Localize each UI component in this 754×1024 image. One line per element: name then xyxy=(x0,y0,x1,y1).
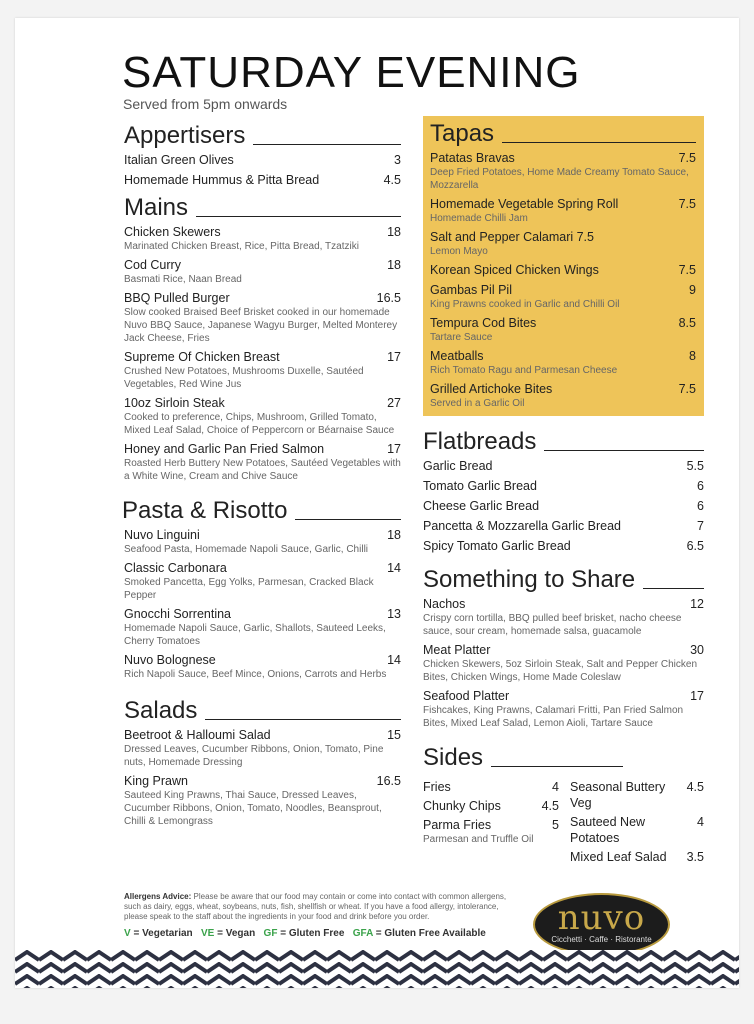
page-subtitle: Served from 5pm onwards xyxy=(123,96,288,112)
menu-item-name: Honey and Garlic Pan Fried Salmon xyxy=(124,442,325,456)
menu-item-price: 6 xyxy=(697,479,704,493)
chevron-border-pattern xyxy=(15,950,739,988)
menu-item-price: 18 xyxy=(387,225,401,239)
menu-item-row xyxy=(430,150,696,166)
menu-item-row xyxy=(124,560,401,576)
menu-item xyxy=(423,779,559,795)
menu-item-row xyxy=(423,538,704,554)
menu-item-row xyxy=(423,498,704,514)
menu-item-row xyxy=(430,315,696,331)
menu-item-price: 7.5 xyxy=(678,197,696,211)
menu-item-row xyxy=(124,257,401,273)
item-list xyxy=(124,727,401,828)
menu-item-name: Gnocchi Sorrentina xyxy=(124,607,232,621)
menu-item-price: 5.5 xyxy=(686,459,704,473)
heading-rule xyxy=(295,519,401,520)
menu-item-name: Meatballs xyxy=(430,349,484,363)
sides-left-list xyxy=(423,776,559,865)
section-heading: Appertisers xyxy=(124,124,401,148)
menu-item xyxy=(423,798,559,814)
menu-item-name: Seasonal Buttery Veg xyxy=(570,780,666,810)
menu-item-row xyxy=(124,527,401,543)
menu-item-row xyxy=(423,596,704,612)
heading-rule xyxy=(643,588,704,589)
menu-item-name: Garlic Bread xyxy=(423,459,493,473)
menu-item-row xyxy=(423,642,704,658)
menu-item-price: 4.5 xyxy=(541,799,559,813)
menu-item-name: Spicy Tomato Garlic Bread xyxy=(423,539,571,553)
menu-item-row xyxy=(124,290,401,306)
menu-item xyxy=(124,395,401,437)
menu-item-description: Crispy corn tortilla, BBQ pulled beef brisket, nacho cheese sauce, sour cream, homemade salsa, guacamole xyxy=(423,613,682,637)
menu-item-name: Chicken Skewers xyxy=(124,225,221,239)
menu-item-price: 8.5 xyxy=(678,316,696,330)
menu-item-description: Marinated Chicken Breast, Rice, Pitta Bread, Tzatziki xyxy=(124,241,359,252)
menu-item xyxy=(430,150,696,192)
menu-item-row xyxy=(124,652,401,668)
menu-item-price: 8 xyxy=(689,349,696,363)
menu-item-name: Fries xyxy=(423,780,451,794)
item-list xyxy=(430,150,696,410)
menu-item xyxy=(430,348,696,377)
menu-item-name: Meat Platter xyxy=(423,643,491,657)
menu-item-description: Served in a Garlic Oil xyxy=(430,398,525,409)
menu-item-name: Beetroot & Halloumi Salad xyxy=(124,728,271,742)
menu-item-price: 17 xyxy=(387,442,401,456)
menu-item-description: Homemade Chilli Jam xyxy=(430,213,528,224)
menu-item-row xyxy=(430,262,696,278)
menu-item xyxy=(423,458,704,474)
allergens-advice: Allergens Advice: Please be aware that our food may contain or come into contact with common allergens, such as dairy, eggs, wheat, soybeans, nuts, fish, shellfish or wheat. If you have a food allergy, intolerance, please speak to the staff about the ingredients in your food and drink before you order. xyxy=(124,892,507,921)
menu-page xyxy=(15,18,739,988)
menu-item-name: Chunky Chips xyxy=(423,799,501,813)
menu-item-description: Rich Napoli Sauce, Beef Mince, Onions, Carrots and Herbs xyxy=(124,669,387,680)
menu-item-row xyxy=(423,518,704,534)
menu-item-price: 9 xyxy=(689,283,696,297)
menu-item-name: Nachos xyxy=(423,597,466,611)
section-heading: Pasta & Risotto xyxy=(122,499,401,523)
menu-item-price: 3 xyxy=(394,153,401,167)
menu-item-price: 17 xyxy=(690,689,704,703)
section-heading: Something to Share xyxy=(423,568,704,592)
menu-item-name: Tempura Cod Bites xyxy=(430,316,537,330)
heading-rule xyxy=(544,450,704,451)
left-column xyxy=(124,124,401,828)
menu-item-price: 7.5 xyxy=(678,382,696,396)
appetisers-section xyxy=(124,124,401,188)
item-list xyxy=(423,458,704,554)
heading-rule xyxy=(491,766,623,767)
menu-item xyxy=(124,172,401,188)
menu-item xyxy=(430,229,696,258)
menu-item xyxy=(423,538,704,554)
pasta-section xyxy=(122,499,401,681)
menu-item-row xyxy=(423,478,704,494)
menu-item xyxy=(423,642,704,684)
menu-item xyxy=(124,727,401,769)
menu-item-description: Chicken Skewers, 5oz Sirloin Steak, Salt and Pepper Chicken Bites, Chicken Wings, Home Made Coleslaw xyxy=(423,659,698,683)
menu-item xyxy=(124,441,401,483)
heading-rule xyxy=(205,719,401,720)
menu-item xyxy=(124,560,401,602)
menu-item-row xyxy=(423,798,559,814)
menu-item-row xyxy=(570,814,704,846)
menu-item-name: Salt and Pepper Calamari 7.5 xyxy=(430,230,594,244)
menu-item-description: Tartare Sauce xyxy=(430,332,493,343)
menu-item xyxy=(124,349,401,391)
menu-item-price: 16.5 xyxy=(376,774,401,788)
sides-right-list xyxy=(570,776,704,865)
menu-item-row xyxy=(423,688,704,704)
tapas-section xyxy=(423,116,704,416)
menu-item xyxy=(570,849,704,865)
menu-item-name: Seafood Platter xyxy=(423,689,510,703)
menu-item-name: Homemade Vegetable Spring Roll xyxy=(430,197,619,211)
menu-item-name: Pancetta & Mozzarella Garlic Bread xyxy=(423,519,622,533)
menu-item-description: King Prawns cooked in Garlic and Chilli Oil xyxy=(430,299,620,310)
heading-rule xyxy=(253,144,401,145)
menu-item xyxy=(570,814,704,846)
menu-item-price: 30 xyxy=(690,643,704,657)
section-heading: Salads xyxy=(124,699,401,723)
menu-item xyxy=(124,652,401,681)
menu-item xyxy=(430,381,696,410)
menu-item-name: Korean Spiced Chicken Wings xyxy=(430,263,599,277)
dietary-legend: V = Vegetarian VE = Vegan GF = Gluten Free GFA = Gluten Free Available xyxy=(124,928,486,939)
menu-item-name: Gambas Pil Pil xyxy=(430,283,512,297)
item-list xyxy=(124,527,401,681)
menu-item-description: Basmati Rice, Naan Bread xyxy=(124,274,242,285)
menu-item-description: Fishcakes, King Prawns, Calamari Fritti, Pan Fried Salmon Bites, Mixed Leaf Salad, Lemon Aioli, Tartare Sauce xyxy=(423,705,684,729)
nuvo-logo: nuvo Cicchetti · Caffe · Ristorante xyxy=(533,893,670,956)
flatbreads-section xyxy=(423,430,704,554)
menu-item-row xyxy=(124,152,401,168)
menu-item-price: 18 xyxy=(387,528,401,542)
menu-item-name: Supreme Of Chicken Breast xyxy=(124,350,280,364)
menu-item-row xyxy=(124,727,401,743)
menu-item-name: Mixed Leaf Salad xyxy=(570,850,667,864)
menu-item-description: Seafood Pasta, Homemade Napoli Sauce, Garlic, Chilli xyxy=(124,544,369,555)
section-heading: Mains xyxy=(124,196,401,220)
menu-item-name: Italian Green Olives xyxy=(124,153,234,167)
menu-item-price: 4 xyxy=(552,780,559,794)
menu-item-description: Homemade Napoli Sauce, Garlic, Shallots, Sauteed Leeks, Cherry Tomatoes xyxy=(124,623,386,647)
menu-item-name: Classic Carbonara xyxy=(124,561,227,575)
menu-item-price: 4.5 xyxy=(383,173,401,187)
menu-item-name: Parma Fries xyxy=(423,818,492,832)
menu-item-price: 14 xyxy=(387,561,401,575)
page-title: SATURDAY EVENING xyxy=(122,48,581,97)
menu-item-row xyxy=(570,849,704,865)
menu-item-row xyxy=(124,773,401,789)
menu-item xyxy=(430,282,696,311)
menu-item xyxy=(423,498,704,514)
menu-item-price: 14 xyxy=(387,653,401,667)
menu-item-row xyxy=(430,282,696,298)
menu-item xyxy=(423,478,704,494)
menu-item xyxy=(423,688,704,730)
menu-item-price: 12 xyxy=(690,597,704,611)
sides-grid xyxy=(423,776,704,865)
menu-item-name: 10oz Sirloin Steak xyxy=(124,396,225,410)
menu-item-price: 6 xyxy=(697,499,704,513)
menu-item-row xyxy=(423,817,559,833)
menu-item-row xyxy=(423,779,559,795)
section-heading: Flatbreads xyxy=(423,430,704,454)
menu-item xyxy=(124,257,401,286)
menu-item-row xyxy=(430,348,696,364)
menu-item-price: 7.5 xyxy=(678,151,696,165)
menu-item-description: Rich Tomato Ragu and Parmesan Cheese xyxy=(430,365,618,376)
menu-item-name: Patatas Bravas xyxy=(430,151,515,165)
menu-item-name: Sauteed New Potatoes xyxy=(570,815,646,845)
menu-item-price: 27 xyxy=(387,396,401,410)
menu-item-price: 17 xyxy=(387,350,401,364)
menu-item xyxy=(124,773,401,828)
section-heading: Sides xyxy=(423,746,623,770)
menu-item xyxy=(124,224,401,253)
menu-item-name: Nuvo Linguini xyxy=(124,528,200,542)
section-heading: Tapas xyxy=(430,122,696,146)
menu-item-name: King Prawn xyxy=(124,774,188,788)
menu-item-price: 4.5 xyxy=(686,780,704,794)
menu-item-name: Homemade Hummus & Pitta Bread xyxy=(124,173,320,187)
menu-item xyxy=(124,290,401,345)
mains-section xyxy=(124,196,401,483)
menu-item-price: 18 xyxy=(387,258,401,272)
menu-item-row xyxy=(124,441,401,457)
salads-section xyxy=(124,699,401,828)
menu-item-description: Lemon Mayo xyxy=(430,246,488,257)
menu-item-description: Cooked to preference, Chips, Mushroom, Grilled Tomato, Mixed Leaf Salad, Choice of Peppercorn or Béarnaise Sauce xyxy=(124,412,395,436)
menu-item xyxy=(124,527,401,556)
menu-item-name: Grilled Artichoke Bites xyxy=(430,382,553,396)
heading-rule xyxy=(502,142,696,143)
item-list xyxy=(423,596,704,730)
menu-item xyxy=(124,152,401,168)
menu-item-name: Cheese Garlic Bread xyxy=(423,499,540,513)
menu-item-row xyxy=(124,172,401,188)
menu-item-row xyxy=(423,458,704,474)
right-column xyxy=(423,116,704,865)
menu-item-name: Cod Curry xyxy=(124,258,181,272)
menu-item-description: Roasted Herb Buttery New Potatoes, Sautéed Vegetables with a White Wine, Cream and Chive Sauce xyxy=(124,458,401,482)
menu-item-row xyxy=(430,229,696,245)
menu-item-row xyxy=(124,349,401,365)
sides-section xyxy=(423,746,704,865)
menu-item-name: Tomato Garlic Bread xyxy=(423,479,537,493)
item-list xyxy=(124,224,401,483)
menu-item-price: 13 xyxy=(387,607,401,621)
item-list xyxy=(124,152,401,188)
menu-item-description: Sauteed King Prawns, Thai Sauce, Dressed Leaves, Cucumber Ribbons, Onion, Tomato, Noodles, Beansprout, Chilli & Lemongrass xyxy=(124,790,382,827)
menu-item-name: Nuvo Bolognese xyxy=(124,653,216,667)
menu-item xyxy=(124,606,401,648)
menu-item xyxy=(423,596,704,638)
menu-item-row xyxy=(430,381,696,397)
menu-item xyxy=(430,315,696,344)
menu-item-description: Smoked Pancetta, Egg Yolks, Parmesan, Cracked Black Pepper xyxy=(124,577,374,601)
menu-item-description: Parmesan and Truffle Oil xyxy=(423,834,534,845)
menu-item-name: BBQ Pulled Burger xyxy=(124,291,230,305)
menu-item-price: 5 xyxy=(552,818,559,832)
share-section xyxy=(423,568,704,730)
menu-item-description: Crushed New Potatoes, Mushrooms Duxelle, Sautéed Vegetables, Red Wine Jus xyxy=(124,366,364,390)
menu-item-row xyxy=(124,606,401,622)
menu-item-price: 6.5 xyxy=(686,539,704,553)
menu-item-row xyxy=(124,395,401,411)
menu-item-price: 7.5 xyxy=(678,263,696,277)
menu-item xyxy=(430,262,696,278)
menu-item-price: 4 xyxy=(697,815,704,829)
menu-item-description: Deep Fried Potatoes, Home Made Creamy Tomato Sauce, Mozzarella xyxy=(430,167,689,191)
menu-item xyxy=(423,518,704,534)
menu-item-description: Dressed Leaves, Cucumber Ribbons, Onion, Tomato, Pine nuts, Homemade Dressing xyxy=(124,744,384,768)
menu-item-price: 16.5 xyxy=(376,291,401,305)
menu-item-price: 7 xyxy=(697,519,704,533)
menu-item xyxy=(570,779,704,811)
menu-item-row xyxy=(124,224,401,240)
menu-item-description: Slow cooked Braised Beef Brisket cooked in our homemade Nuvo BBQ Sauce, Japanese Wagyu Burger, Melted Monterey Jack Cheese, Fries xyxy=(124,307,398,344)
menu-item-price: 15 xyxy=(387,728,401,742)
menu-item xyxy=(423,817,559,846)
menu-item-price: 3.5 xyxy=(686,850,704,864)
menu-item xyxy=(430,196,696,225)
heading-rule xyxy=(196,216,401,217)
menu-item-row xyxy=(570,779,704,811)
menu-item-row xyxy=(430,196,696,212)
